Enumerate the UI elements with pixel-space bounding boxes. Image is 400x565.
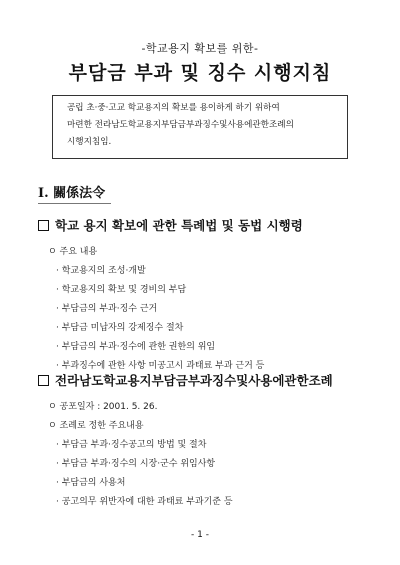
section-heading: Ⅰ. 關係法令 <box>38 182 111 204</box>
circle-item: ㅇ 조례로 정한 주요내용 <box>48 421 144 431</box>
checkbox-square-icon <box>38 375 49 386</box>
bullet-item: · 부담금의 부과·징수에 관한 권한의 위임 <box>56 342 216 352</box>
bullet-item: · 공고의무 위반자에 대한 과태료 부과기준 등 <box>56 497 233 507</box>
law-heading-special-act <box>38 216 303 234</box>
bullet-item: · 부담금의 부과·징수 근거 <box>56 304 158 314</box>
law-heading-ordinance <box>38 371 333 389</box>
document-title: 부담금 부과 및 징수 시행지침 <box>68 62 332 84</box>
purpose-line: 마련한 전라남도학교용지부담금부과징수및사용에관한조례의 <box>67 120 294 130</box>
purpose-line: 시행지침임. <box>67 137 112 147</box>
bullet-item: · 부담금 부과·징수의 시장·군수 위임사항 <box>56 459 216 469</box>
bullet-item: · 부담금 부과·징수공고의 방법 및 절차 <box>56 440 207 450</box>
purpose-box <box>52 95 348 159</box>
bullet-item: · 학교용지의 확보 및 경비의 부담 <box>56 285 187 295</box>
document-subtitle: -학교용지 확보를 위한- <box>141 42 259 55</box>
circle-item: ㅇ 공포일자 : 2001. 5. 26. <box>48 402 158 412</box>
bullet-item: · 부과징수에 관한 사항 미공고시 과태료 부과 근거 등 <box>56 361 265 371</box>
law-title: 학교 용지 확보에 관한 특례법 및 동법 시행령 <box>55 218 303 233</box>
checkbox-square-icon <box>38 220 49 231</box>
page-number: - 1 - <box>191 530 209 540</box>
law-title: 전라남도학교용지부담금부과징수및사용에관한조례 <box>55 373 333 388</box>
circle-item: ㅇ 주요 내용 <box>48 247 98 257</box>
bullet-item: · 학교용지의 조성·개발 <box>56 266 146 276</box>
bullet-item: · 부담금 미납자의 강제징수 절차 <box>56 323 184 333</box>
bullet-item: · 부담금의 사용처 <box>56 478 126 488</box>
purpose-line: 공립 초·중·고교 학교용지의 확보를 용이하게 하기 위하여 <box>67 103 280 113</box>
